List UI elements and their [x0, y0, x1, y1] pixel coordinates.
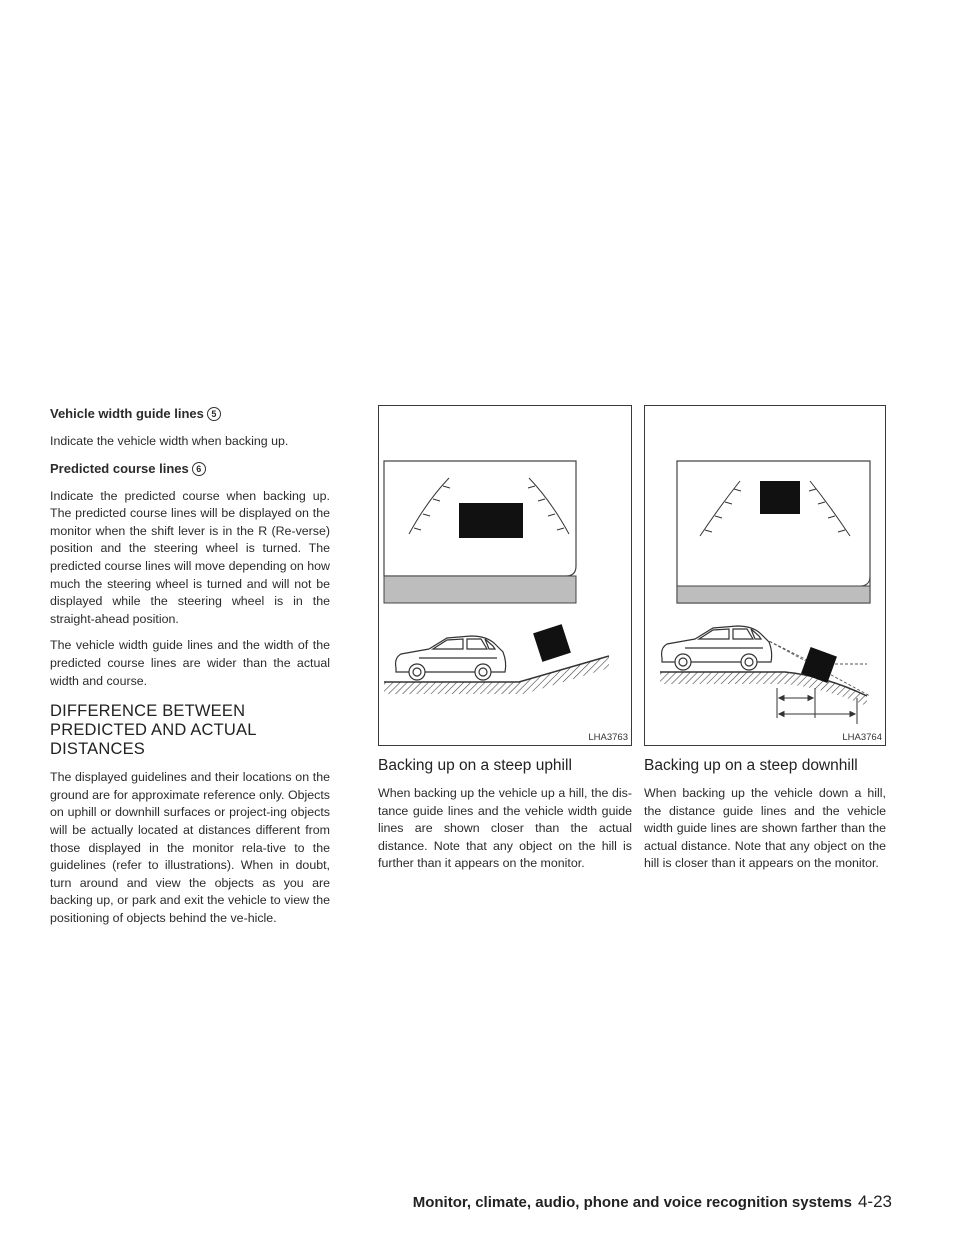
callout-number: 6: [192, 462, 206, 476]
chapter-title: Monitor, climate, audio, phone and voice recognition systems: [412, 1194, 852, 1211]
page-number: 4-23: [857, 1192, 892, 1211]
middle-column: [378, 405, 632, 882]
figure-id: LHA3763: [588, 732, 628, 743]
uphill-figure: [378, 405, 632, 746]
uphill-paragraph: When backing up the vehicle up a hill, the dis-tance guide lines and the vehicle width guide lines are shown closer than the actual distance. Note that any object on the hill is further than it appears on the monitor.: [378, 786, 632, 871]
right-column: [644, 405, 886, 882]
uphill-illustration: [379, 406, 631, 745]
page-footer: [413, 1192, 892, 1212]
difference-paragraph: The displayed guidelines and their locations on the ground are for approximate reference only. Objects on uphill or downhill surfaces or project-ing objects will be actually located at distances different from those displayed in the monitor rela-tive to the guidelines (refer to illustrations). When in doubt, turn around and view the objects as you are backing up, or park and exit the vehicle to view the positioning of objects behind the ve-hicle.: [50, 770, 330, 925]
downhill-caption: Backing up on a steep downhill: [644, 757, 858, 774]
section-title: DIFFERENCE BETWEEN PREDICTED AND ACTUAL DISTANCES: [50, 702, 257, 759]
guide-width-paragraph: The vehicle width guide lines and the width of the predicted course lines are wider than the actual width and course.: [50, 638, 330, 688]
downhill-figure: [644, 405, 886, 746]
callout-number: 5: [207, 407, 221, 421]
figure-id: LHA3764: [842, 732, 882, 743]
left-column: [50, 405, 330, 936]
downhill-illustration: [645, 406, 885, 745]
vehicle-width-paragraph: Indicate the vehicle width when backing up.: [50, 434, 289, 448]
predicted-course-lines-heading: Predicted course lines 6: [50, 460, 330, 478]
uphill-caption: Backing up on a steep uphill: [378, 757, 572, 774]
vehicle-width-guide-lines-heading: Vehicle width guide lines 5: [50, 405, 330, 423]
predicted-course-paragraph: Indicate the predicted course when backing up. The predicted course lines will be displayed on the monitor when the shift lever is in the R (Re-verse) position and the steering wheel is turned. The predicted course lines will move depending on how much the steering wheel is turned and will not be displayed while the steering wheel is in the straight-ahead position.: [50, 488, 330, 626]
downhill-paragraph: When backing up the vehicle down a hill, the distance guide lines and the vehicle width guide lines are shown farther than the actual distance. Note that any object on the hill is closer than it appears on the monitor.: [644, 786, 886, 871]
